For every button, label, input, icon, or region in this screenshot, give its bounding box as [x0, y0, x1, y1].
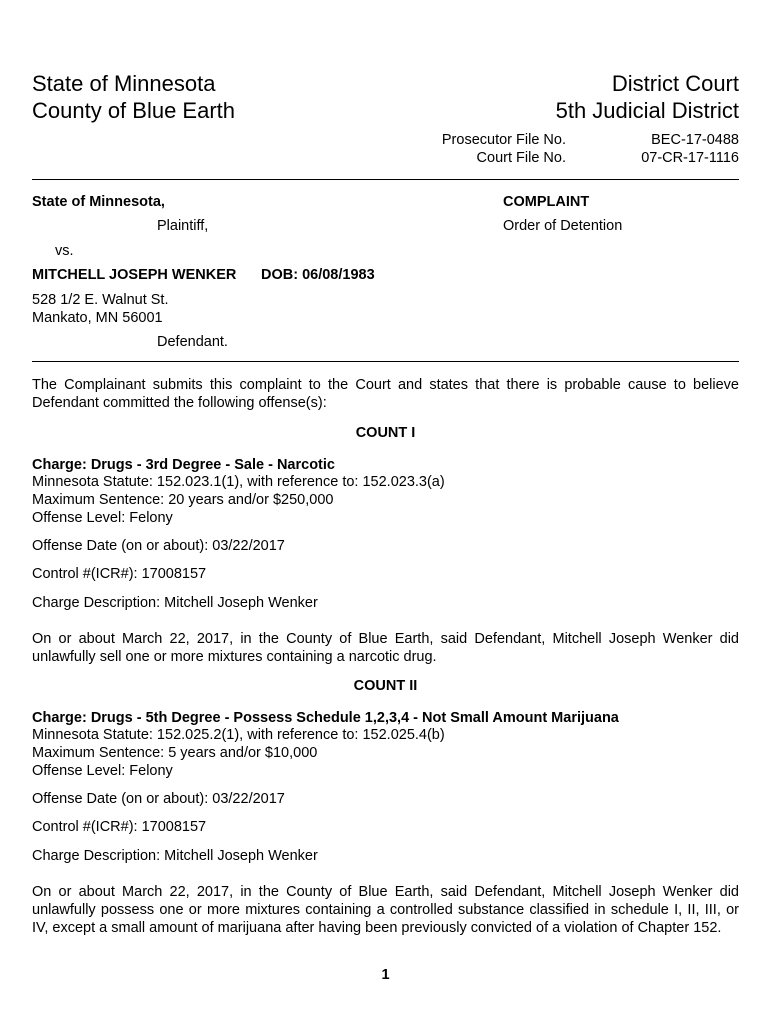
statute-line: Minnesota Statute: 152.025.2(1), with reference to: 152.025.4(b) — [32, 727, 445, 743]
defendant-name: MITCHELL JOSEPH WENKER — [32, 267, 237, 283]
prosecutor-file-value: BEC-17-0488 — [651, 132, 739, 148]
versus-label: vs. — [55, 243, 74, 259]
charge-description-line: Charge Description: Mitchell Joseph Wenker — [32, 848, 318, 864]
offense-date-line: Offense Date (on or about): 03/22/2017 — [32, 791, 285, 807]
control-number-line: Control #(ICR#): 17008157 — [32, 819, 207, 835]
control-number-line: Control #(ICR#): 17008157 — [32, 566, 207, 582]
defendant-address-line2: Mankato, MN 56001 — [32, 310, 163, 326]
prosecutor-file-label: Prosecutor File No. — [441, 132, 566, 148]
charge-title: Charge: Drugs - 3rd Degree - Sale - Narcotic — [32, 457, 335, 473]
district-heading: 5th Judicial District — [555, 98, 739, 123]
county-heading: County of Blue Earth — [32, 98, 236, 123]
offense-date-line: Offense Date (on or about): 03/22/2017 — [32, 538, 285, 554]
charge-title: Charge: Drugs - 5th Degree - Possess Schedule 1,2,3,4 - Not Small Amount Marijuana — [32, 710, 619, 726]
count-narrative: On or about March 22, 2017, in the County of Blue Earth, said Defendant, Mitchell Joseph Wenker did unlawfully sell one or more mixtures containing a narcotic drug. — [32, 631, 739, 665]
charge-description-line: Charge Description: Mitchell Joseph Wenker — [32, 595, 318, 611]
court-heading: District Court — [611, 71, 739, 96]
max-sentence-line: Maximum Sentence: 5 years and/or $10,000 — [32, 745, 318, 761]
document-subtitle: Order of Detention — [503, 218, 623, 234]
defendant-dob: DOB: 06/08/1983 — [261, 267, 375, 283]
intro-paragraph: The Complainant submits this complaint to the Court and states that there is probable cause to believe Defendant committed the following offense(s): — [32, 377, 739, 411]
statute-line: Minnesota Statute: 152.023.1(1), with reference to: 152.023.3(a) — [32, 474, 445, 490]
header-divider — [32, 179, 739, 180]
max-sentence-line: Maximum Sentence: 20 years and/or $250,000 — [32, 492, 334, 508]
defendant-role: Defendant. — [157, 334, 228, 350]
complaint-page — [32, 0, 739, 1024]
defendant-address-line1: 528 1/2 E. Walnut St. — [32, 292, 169, 308]
count-heading: COUNT I — [355, 425, 416, 441]
offense-level-line: Offense Level: Felony — [32, 763, 173, 779]
document-title: COMPLAINT — [503, 194, 590, 210]
plaintiff-role: Plaintiff, — [157, 218, 209, 234]
page-number: 1 — [381, 967, 390, 983]
state-heading: State of Minnesota — [32, 71, 216, 96]
plaintiff-name: State of Minnesota, — [32, 194, 165, 210]
court-file-value: 07-CR-17-1116 — [641, 150, 739, 166]
offense-level-line: Offense Level: Felony — [32, 510, 173, 526]
count-heading: COUNT II — [353, 678, 418, 694]
count-narrative: On or about March 22, 2017, in the County of Blue Earth, said Defendant, Mitchell Joseph Wenker did unlawfully possess one or more mixtures containing a controlled substance classified in schedule I, II, III, or IV, except a small amount of marijuana after having been previously convicted of a violation of Chapter 152. — [32, 884, 739, 936]
caption-divider — [32, 361, 739, 362]
court-file-label: Court File No. — [476, 150, 566, 166]
